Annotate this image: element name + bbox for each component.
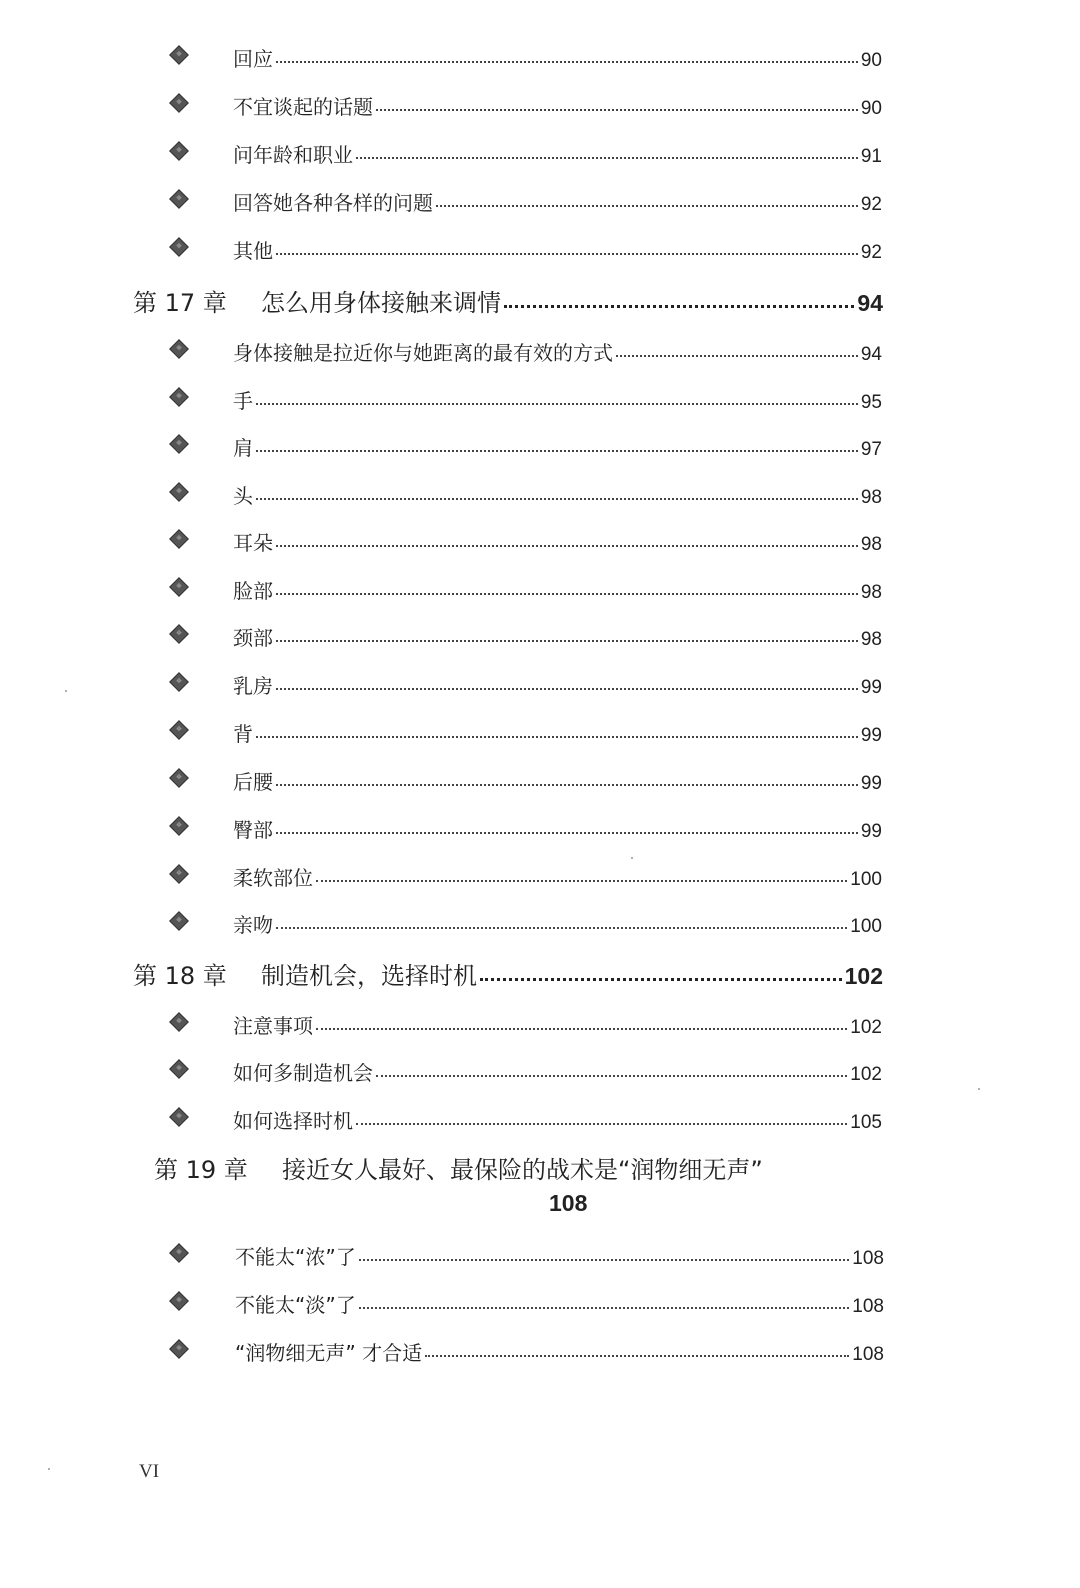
dot-leader: [276, 781, 858, 786]
toc-entry-title: 身体接触是拉近你与她距离的最有效的方式: [233, 341, 613, 365]
chapter-number: 第 19 章: [154, 1156, 248, 1184]
toc-entry-page: 108: [852, 1248, 884, 1269]
toc-entry-page: 102: [850, 1064, 882, 1085]
dot-leader: [316, 1025, 847, 1030]
toc-entry-title: 臀部: [233, 818, 273, 842]
diamond-bullet-icon: [169, 189, 189, 209]
dot-leader: [276, 590, 858, 595]
toc-entry[interactable]: [233, 814, 882, 843]
toc-entry-page: 99: [860, 725, 882, 746]
chapter-number: 第 18 章: [133, 962, 227, 990]
dot-leader: [316, 877, 847, 882]
chapter-page: 108: [549, 1190, 588, 1216]
dot-leader: [276, 542, 858, 547]
toc-entry[interactable]: [233, 337, 882, 366]
dot-leader: [276, 58, 858, 63]
toc-entry-page: 100: [850, 916, 882, 937]
toc-entry-title: 回应: [233, 47, 273, 71]
diamond-bullet-icon: [169, 141, 189, 161]
toc-entry-page: 99: [860, 773, 882, 794]
diamond-bullet-icon: [169, 237, 189, 257]
scan-speck: [65, 690, 67, 692]
toc-entry-page: 108: [852, 1296, 884, 1317]
diamond-bullet-icon: [169, 387, 189, 407]
diamond-bullet-icon: [169, 1107, 189, 1127]
toc-entry-page: 98: [860, 534, 882, 555]
toc-entry-title: 其他: [233, 239, 273, 263]
diamond-bullet-icon: [169, 1291, 189, 1311]
toc-entry-title: “润物细无声” 才合适: [235, 1341, 423, 1365]
dot-leader: [480, 975, 842, 981]
scan-speck: [48, 1468, 50, 1470]
chapter-page: 94: [857, 290, 883, 316]
diamond-bullet-icon: [169, 434, 189, 454]
toc-entry[interactable]: [233, 91, 882, 120]
diamond-bullet-icon: [169, 911, 189, 931]
toc-entry-title: 脸部: [233, 579, 273, 603]
toc-entry-title: 问年龄和职业: [233, 143, 353, 167]
dot-leader: [616, 352, 858, 357]
toc-entry-page: 91: [860, 146, 882, 167]
diamond-bullet-icon: [169, 45, 189, 65]
toc-entry[interactable]: [233, 43, 882, 72]
diamond-bullet-icon: [169, 768, 189, 788]
toc-entry-title: 颈部: [233, 626, 273, 650]
toc-entry[interactable]: [233, 527, 882, 556]
diamond-bullet-icon: [169, 1243, 189, 1263]
chapter-number: 第 17 章: [133, 289, 227, 317]
dot-leader: [425, 1352, 849, 1357]
dot-leader: [256, 495, 858, 500]
chapter-heading[interactable]: [154, 1150, 763, 1185]
toc-entry-title: 肩: [233, 436, 253, 460]
chapter-page: 102: [844, 963, 883, 989]
toc-entry-title: 背: [233, 722, 253, 746]
dot-leader: [276, 250, 858, 255]
toc-entry-page: 105: [850, 1112, 882, 1133]
dot-leader: [256, 400, 858, 405]
toc-entry-title: 后腰: [233, 770, 273, 794]
toc-entry-page: 98: [860, 487, 882, 508]
toc-entry[interactable]: [233, 862, 882, 891]
diamond-bullet-icon: [169, 1012, 189, 1032]
toc-entry[interactable]: [233, 480, 882, 509]
toc-entry-page: 99: [860, 821, 882, 842]
dot-leader: [276, 685, 858, 690]
toc-entry-title: 手: [233, 389, 253, 413]
toc-entry[interactable]: [233, 139, 882, 168]
toc-entry-page: 98: [860, 582, 882, 603]
toc-entry[interactable]: [233, 1010, 882, 1039]
toc-entry[interactable]: [235, 1337, 884, 1366]
chapter-heading[interactable]: [133, 283, 883, 318]
toc-entry-title: 乳房: [233, 674, 273, 698]
dot-leader: [356, 154, 858, 159]
diamond-bullet-icon: [169, 93, 189, 113]
dot-leader: [276, 829, 858, 834]
dot-leader: [436, 202, 858, 207]
toc-entry-page: 99: [860, 677, 882, 698]
chapter-title: 怎么用身体接触来调情: [261, 289, 501, 317]
dot-leader: [256, 447, 858, 452]
dot-leader: [256, 733, 858, 738]
toc-entry-title: 亲吻: [233, 913, 273, 937]
diamond-bullet-icon: [169, 624, 189, 644]
toc-entry-title: 回答她各种各样的问题: [233, 191, 433, 215]
diamond-bullet-icon: [169, 339, 189, 359]
diamond-bullet-icon: [169, 720, 189, 740]
toc-entry[interactable]: [233, 575, 882, 604]
toc-entry-title: 耳朵: [233, 531, 273, 555]
toc-entry-page: 94: [860, 344, 882, 365]
diamond-bullet-icon: [169, 672, 189, 692]
toc-entry[interactable]: [235, 1241, 884, 1270]
toc-entry[interactable]: [233, 187, 882, 216]
chapter-heading[interactable]: [133, 956, 883, 991]
diamond-bullet-icon: [169, 816, 189, 836]
toc-entry-title: 不能太“浓”了: [235, 1245, 356, 1269]
toc-entry-title: 如何选择时机: [233, 1109, 353, 1133]
chapter-title: 接近女人最好、最保险的战术是“润物细无声”: [282, 1156, 763, 1184]
toc-entry-title: 如何多制造机会: [233, 1061, 373, 1085]
dot-leader: [376, 1072, 847, 1077]
toc-entry-page: 90: [860, 98, 882, 119]
chapter-title: 制造机会，选择时机: [261, 962, 477, 990]
toc-entry-page: 95: [860, 392, 882, 413]
toc-entry-title: 不能太“淡”了: [235, 1293, 356, 1317]
toc-entry[interactable]: [233, 1105, 882, 1134]
diamond-bullet-icon: [169, 482, 189, 502]
toc-entry-title: 头: [233, 484, 253, 508]
dot-leader: [376, 106, 858, 111]
scan-speck: [631, 857, 633, 859]
toc-entry-page: 100: [850, 869, 882, 890]
toc-entry[interactable]: [233, 718, 882, 747]
diamond-bullet-icon: [169, 1339, 189, 1359]
toc-entry-page: 108: [852, 1344, 884, 1365]
diamond-bullet-icon: [169, 1059, 189, 1079]
footer-page-number: VI: [139, 1461, 160, 1482]
toc-entry[interactable]: [233, 670, 882, 699]
toc-entry-page: 92: [860, 242, 882, 263]
toc-entry[interactable]: [233, 235, 882, 264]
toc-entry-page: 92: [860, 194, 882, 215]
toc-entry[interactable]: [233, 385, 882, 414]
toc-entry[interactable]: [233, 1057, 882, 1086]
toc-entry-page: 90: [860, 50, 882, 71]
scan-speck: [978, 1088, 980, 1090]
toc-entry[interactable]: [233, 766, 882, 795]
toc-entry-page: 98: [860, 629, 882, 650]
diamond-bullet-icon: [169, 529, 189, 549]
diamond-bullet-icon: [169, 864, 189, 884]
toc-entry-page: 97: [860, 439, 882, 460]
dot-leader: [359, 1304, 850, 1309]
toc-entry[interactable]: [233, 909, 882, 938]
toc-entry-title: 注意事项: [233, 1014, 313, 1038]
toc-entry[interactable]: [233, 432, 882, 461]
dot-leader: [276, 924, 847, 929]
dot-leader: [276, 637, 858, 642]
diamond-bullet-icon: [169, 577, 189, 597]
dot-leader: [356, 1120, 847, 1125]
toc-entry[interactable]: [235, 1289, 884, 1318]
toc-entry[interactable]: [233, 622, 882, 651]
dot-leader: [504, 302, 854, 308]
toc-entry-title: 不宜谈起的话题: [233, 95, 373, 119]
dot-leader: [359, 1256, 850, 1261]
toc-entry-page: 102: [850, 1017, 882, 1038]
toc-entry-title: 柔软部位: [233, 866, 313, 890]
